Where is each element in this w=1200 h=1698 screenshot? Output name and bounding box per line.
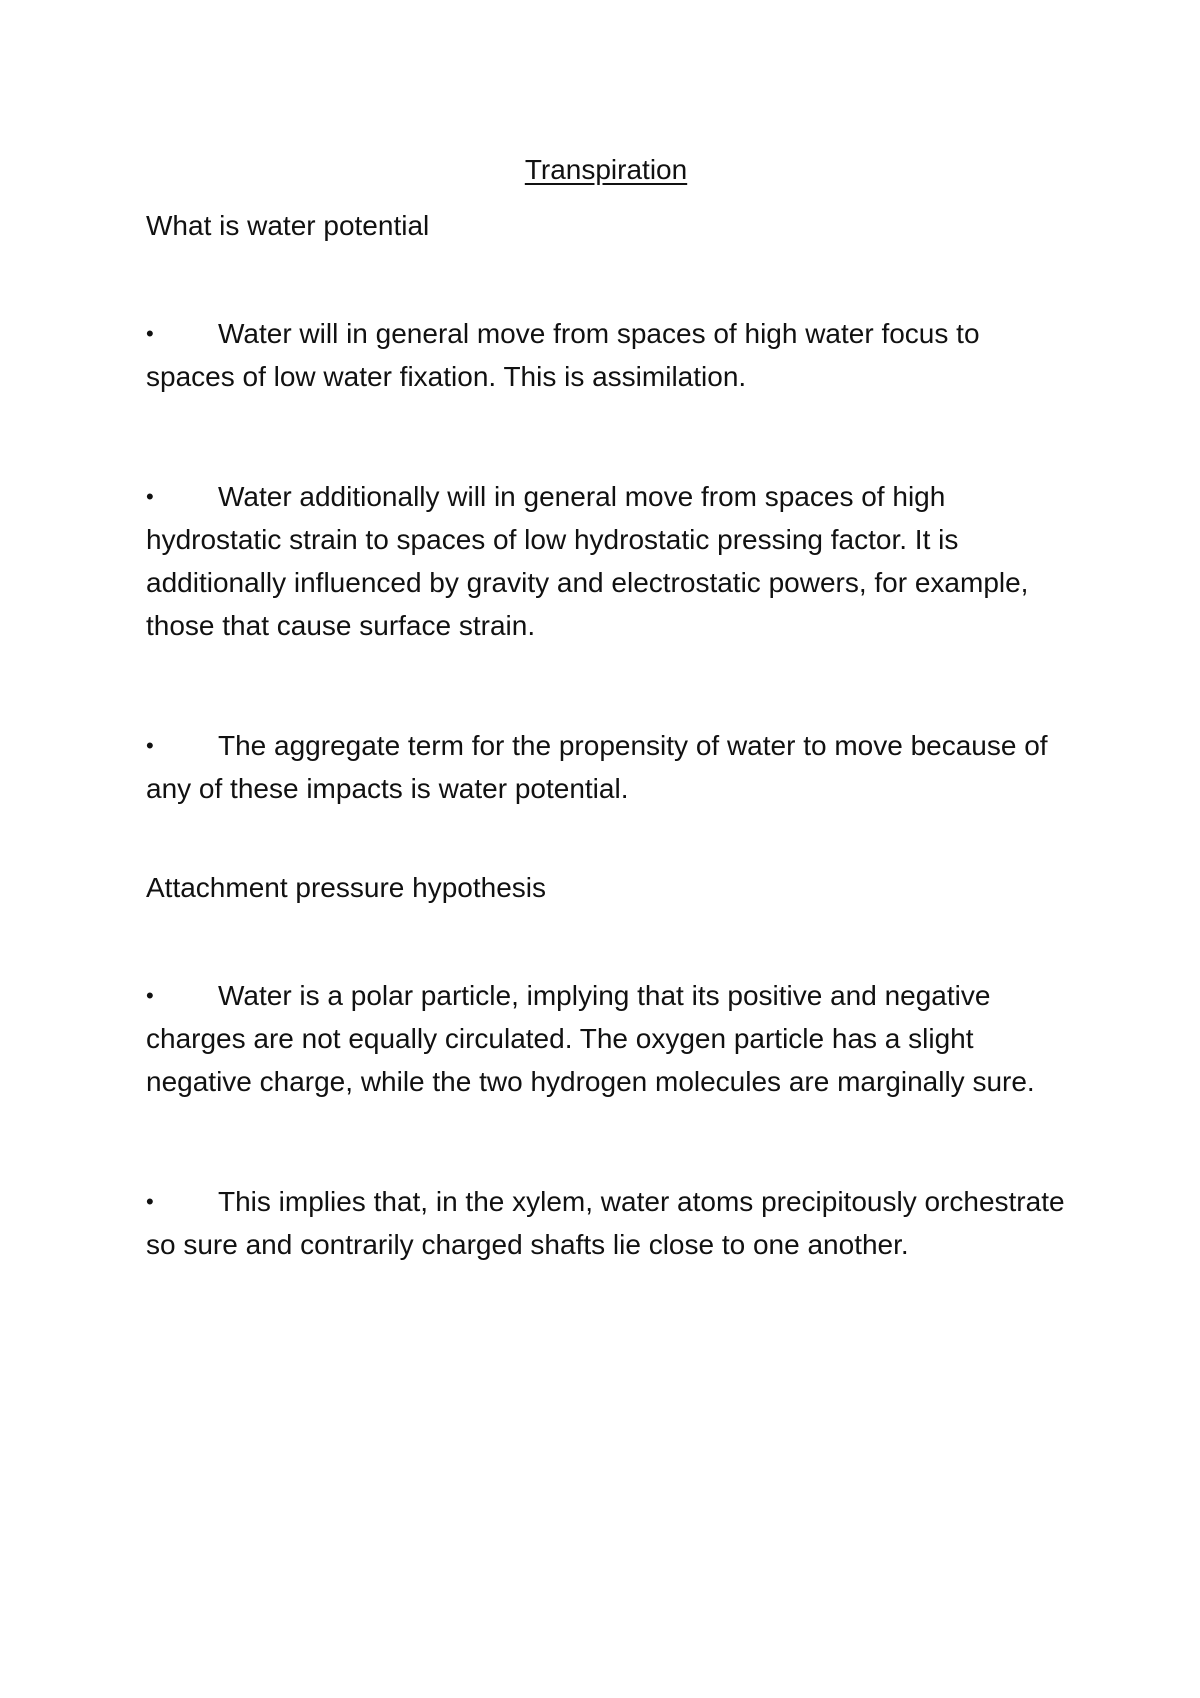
bullet-text: Water will in general move from spaces of high water focus to spaces of low water fixation. This is assimilation.	[146, 318, 980, 392]
bullet-text: The aggregate term for the propensity of water to move because of any of these impacts is water potential.	[146, 730, 1048, 804]
document-content	[146, 148, 1066, 1266]
bullet-icon: •	[146, 321, 154, 346]
spacer	[146, 909, 1066, 974]
bullet-paragraph	[146, 974, 1066, 1103]
spacer	[146, 247, 1066, 312]
document-title: Transpiration	[524, 154, 688, 185]
bullet-icon: •	[146, 484, 154, 509]
section-heading-water-potential: What is water potential	[146, 210, 430, 241]
spacer	[146, 398, 1066, 475]
bullet-icon: •	[146, 1189, 154, 1214]
bullet-text: This implies that, in the xylem, water atoms precipitously orchestrate so sure and contrarily charged shafts lie close to one another.	[146, 1186, 1065, 1260]
bullet-icon: •	[146, 733, 154, 758]
bullet-paragraph	[146, 312, 1066, 398]
bullet-text: Water is a polar particle, implying that its positive and negative charges are not equally circulated. The oxygen particle has a slight negative charge, while the two hydrogen molecules are marginally sure.	[146, 980, 1035, 1097]
bullet-paragraph	[146, 724, 1066, 810]
spacer	[146, 647, 1066, 724]
bullet-text: Water additionally will in general move from spaces of high hydrostatic strain to spaces of low hydrostatic pressing factor. It is additionally influenced by gravity and electrostatic powers, for example, those that cause surface strain.	[146, 481, 1029, 641]
section-heading-attachment-pressure: Attachment pressure hypothesis	[146, 872, 546, 903]
bullet-paragraph	[146, 1180, 1066, 1266]
bullet-icon: •	[146, 983, 154, 1008]
spacer	[146, 1103, 1066, 1180]
bullet-paragraph	[146, 475, 1066, 647]
spacer	[146, 810, 1066, 866]
